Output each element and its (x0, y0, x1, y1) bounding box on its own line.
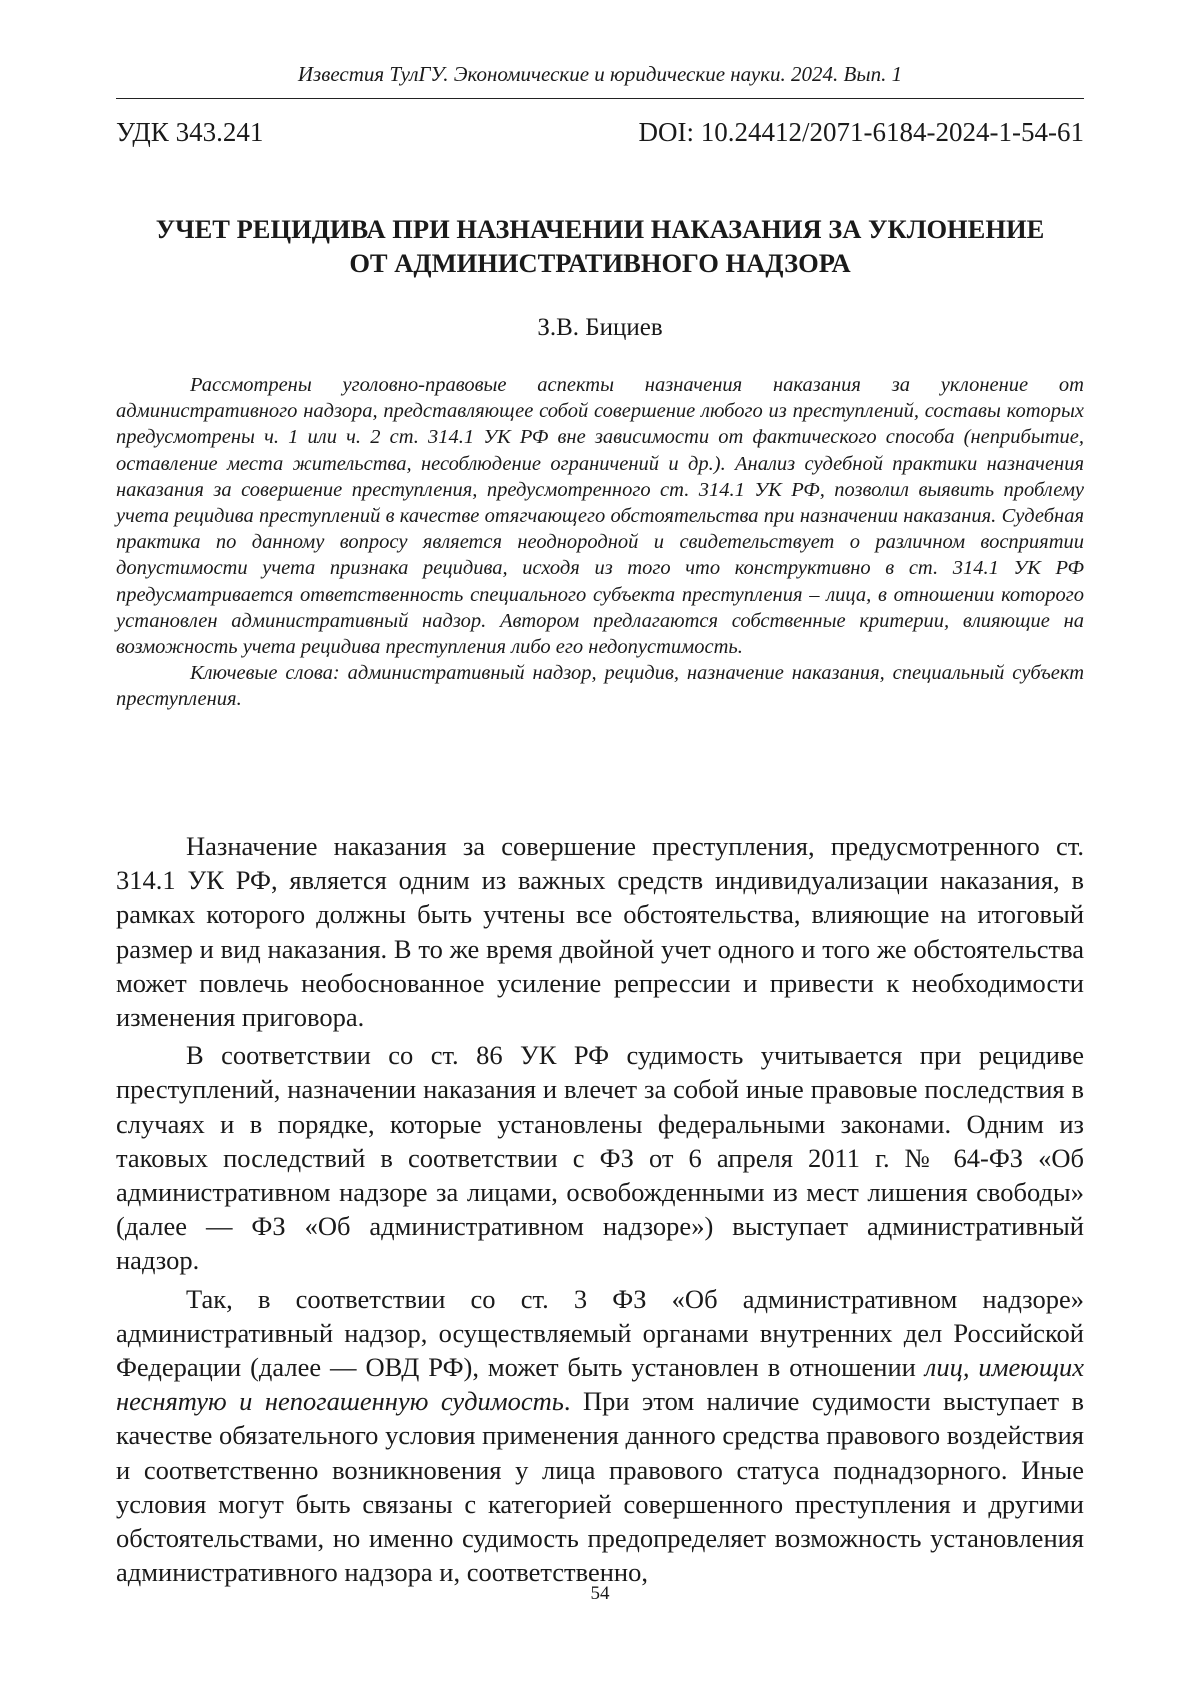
body-paragraph-3-emphasis: лиц, имеющих неснятую и непогашенную судимость (116, 1352, 1085, 1417)
udc-code: УДК 343.241 (116, 117, 264, 147)
running-header: Известия ТулГУ. Экономические и юридические науки. 2024. Вып. 1 (297, 62, 903, 86)
article-body (116, 829, 1084, 1593)
page-number: 54 (590, 1583, 610, 1604)
body-paragraph-3-end: . При этом наличие судимости выступает в качестве обязательного условия применения данного средства правового воздействия и соответственно возникновения у лица правового статуса поднадзорного. Иные условия могут быть связаны с категорией совершенного преступления и другими обстоятельствами, но именно судимость предопределяет возможность установления административного надзора и, соответственно, (116, 1386, 1084, 1588)
article-meta (116, 117, 1084, 153)
author: З.В. Бициев (537, 314, 663, 341)
body-paragraph-2: В соответствии со ст. 86 УК РФ судимость учитывается при рецидиве преступлений, назначении наказания и влечет за собой иные правовые последствия в случаях и в порядке, которые установлены федеральными законами. Одним из таковых последствий в соответствии с ФЗ от 6 апреля 2011 г. № 64-ФЗ «Об административном надзоре за лицами, освобожденными из мест лишения свободы» (далее — ФЗ «Об административном надзоре») выступает административный надзор. (116, 1040, 1084, 1276)
body-paragraph-3-start: Так, в соответствии со ст. 3 ФЗ «Об административном надзоре» административный надзор, осуществляемый органами внутренних дел Российской Федерации (далее — ОВД РФ), может быть установлен в отношении (116, 1283, 1084, 1383)
abstract-text: Рассмотрены уголовно-правовые аспекты назначения наказания за уклонение от административного надзора, представляющее собой совершение любого из преступлений, составы которых предусмотрены ч. 1 или ч. 2 ст. 314.1 УК РФ вне зависимости от фактического способа (неприбытие, оставление места жительства, несоблюдение ограничений и др.). Анализ судебной практики назначения наказания за совершение преступления, предусмотренного ст. 314.1 УК РФ, позволил выявить проблему учета рецидива преступлений в качестве отягчающего обстоятельства при назначении наказания. Судебная практика по данному вопросу является неоднородной и свидетельствует о различном восприятии допустимости учета признака рецидива, исходя из того что конструктивно в ст. 314.1 УК РФ предусматривается ответственность специального субъекта преступления – лица, в отношении которого установлен административный надзор. Автором предлагаются собственные критерии, влияющие на возможность учета рецидива преступления либо его недопустимость. (116, 374, 1084, 659)
header-rule (116, 98, 1084, 99)
article-title (116, 212, 1084, 280)
title-line-1: УЧЕТ РЕЦИДИВА ПРИ НАЗНАЧЕНИИ НАКАЗАНИЯ ЗА УКЛОНЕНИЕ (155, 214, 1045, 244)
doi: DOI: 10.24412/2071-6184-2024-1-54-61 (638, 117, 1084, 147)
body-paragraph-1: Назначение наказания за совершение преступления, предусмотренного ст. 314.1 УК РФ, является одним из важных средств индивидуализации наказания, в рамках которого должны быть учтены все обстоятельства, влияющие на итоговый размер и вид наказания. В то же время двойной учет одного и того же обстоятельства может повлечь необоснованное усиление репрессии и привести к необходимости изменения приговора. (116, 831, 1084, 1033)
body-paragraph-3 (116, 1282, 1084, 1590)
title-line-2: ОТ АДМИНИСТРАТИВНОГО НАДЗОРА (349, 248, 851, 278)
abstract (116, 372, 1084, 713)
keywords: Ключевые слова: административный надзор, рецидив, назначение наказания, специальный субъект преступления. (116, 662, 1084, 711)
